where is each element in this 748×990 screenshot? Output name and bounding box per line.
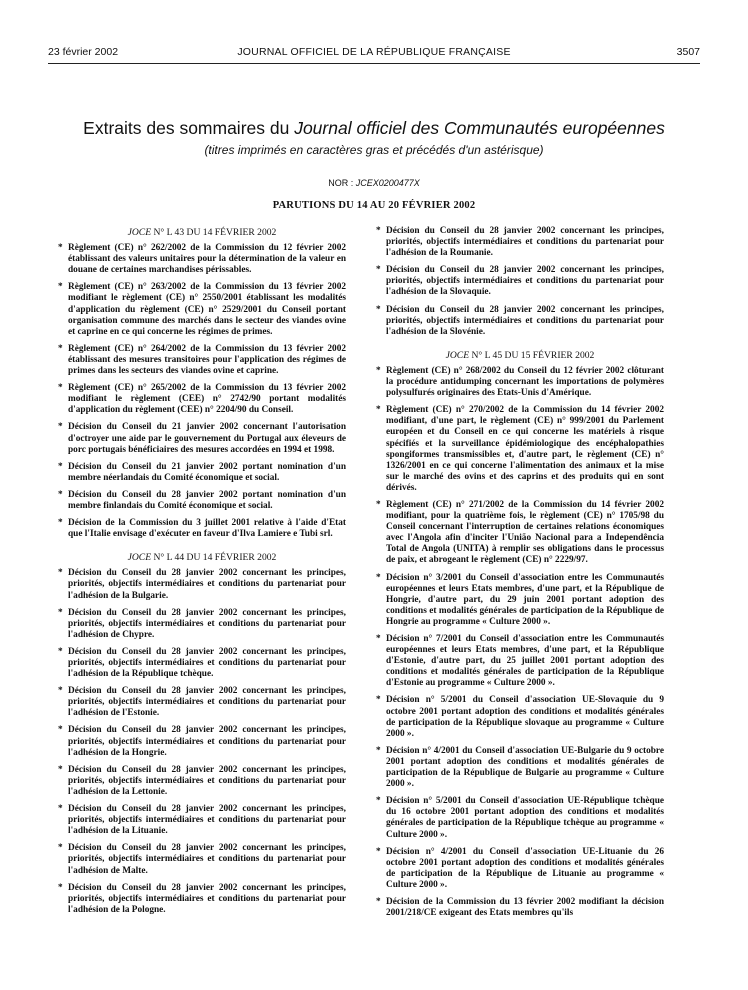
right-column xyxy=(376,226,664,925)
section-heading xyxy=(58,227,346,238)
list-item xyxy=(58,804,346,837)
entry-text: Décision du Conseil du 28 janvier 2002 concernant les principes, priorités, objectifs intermédiaires et conditions du partenariat pour l'adhésion de la Lettonie. xyxy=(68,764,346,797)
entry-text: Décision du Conseil du 28 janvier 2002 concernant les principes, priorités, objectifs intermédiaires et conditions du partenariat pour l'adhésion de la Roumanie. xyxy=(386,226,664,259)
entry-text: Décision du Conseil du 28 janvier 2002 concernant les principes, priorités, objectifs intermédiaires et conditions du partenariat pour l'adhésion de la Slovaquie. xyxy=(386,265,664,298)
section-heading-text: N° L 43 DU 14 FÉVRIER 2002 xyxy=(153,227,277,238)
list-item xyxy=(376,897,664,919)
entry-text: Décision du Conseil du 28 janvier 2002 portant nomination d'un membre finlandais du Comité économique et social. xyxy=(68,489,346,511)
list-item xyxy=(58,518,346,540)
asterisk-marker: * xyxy=(58,518,63,529)
main-title-journal: Journal officiel des Communautés européennes xyxy=(294,118,665,138)
entry-text: Décision n° 5/2001 du Conseil d'association UE-République tchèque du 16 octobre 2001 portant adoption des conditions et modalités générales de participation de la République tchèque au programme « Culture 2000 ». xyxy=(386,796,664,840)
entry-text: Décision n° 4/2001 du Conseil d'association UE-Lituanie du 26 octobre 2001 portant adoption des conditions et modalités générales de participation de la République de Lituanie au programme « Culture 2000 ». xyxy=(386,846,664,890)
asterisk-marker: * xyxy=(58,568,63,579)
asterisk-marker: * xyxy=(376,796,381,807)
entry-text: Règlement (CE) n° 264/2002 de la Commission du 13 février 2002 établissant des mesures transitoires pour l'application des régimes de primes dans les secteurs des viandes ovine et caprine. xyxy=(68,343,346,377)
entry-text: Règlement (CE) n° 265/2002 de la Commission du 13 février 2002 modifiant le règlement (CEE) n° 2742/90 portant modalités d'application du règlement (CEE) n° 2204/90 du Conseil. xyxy=(68,383,346,416)
section-heading xyxy=(58,552,346,563)
left-column xyxy=(58,226,346,922)
asterisk-marker: * xyxy=(376,745,381,756)
entry-text: Décision du Conseil du 28 janvier 2002 concernant les principes, priorités, objectifs intermédiaires et conditions du partenariat pour l'adhésion de la Slovénie. xyxy=(386,304,664,337)
asterisk-marker: * xyxy=(376,695,381,706)
entry-text: Décision du Conseil du 28 janvier 2002 concernant les principes, priorités, objectifs intermédiaires et conditions du partenariat pour l'adhésion de Malte. xyxy=(68,843,346,876)
asterisk-marker: * xyxy=(376,499,381,510)
list-item xyxy=(376,847,664,891)
list-item xyxy=(376,746,664,790)
asterisk-marker: * xyxy=(58,882,63,893)
asterisk-marker: * xyxy=(58,343,63,354)
list-item xyxy=(376,573,664,628)
main-subtitle: (titres imprimés en caractères gras et précédés d'un astérisque) xyxy=(204,143,544,157)
entry-text: Décision du Conseil du 28 janvier 2002 concernant les principes, priorités, objectifs intermédiaires et conditions du partenariat pour l'adhésion de la Pologne. xyxy=(68,882,346,915)
list-item xyxy=(58,490,346,512)
entry-text: Décision du Conseil du 28 janvier 2002 concernant les principes, priorités, objectifs intermédiaires et conditions du partenariat pour l'adhésion de l'Estonie. xyxy=(68,686,346,719)
list-item xyxy=(376,366,664,399)
asterisk-marker: * xyxy=(376,405,381,416)
list-item xyxy=(376,500,664,567)
entry-text: Décision du Conseil du 28 janvier 2002 concernant les principes, priorités, objectifs intermédiaires et conditions du partenariat pour l'adhésion de la République tchèque. xyxy=(68,646,346,680)
main-title-prefix: Extraits des sommaires du xyxy=(83,118,295,138)
header-journal-title: JOURNAL OFFICIEL DE LA RÉPUBLIQUE FRANÇAISE xyxy=(237,46,511,58)
entry-text: Décision de la Commission du 13 février 2002 modifiant la décision 2001/218/CE exigeant des Etats membres qu'ils xyxy=(386,896,664,919)
asterisk-marker: * xyxy=(58,243,63,254)
asterisk-marker: * xyxy=(58,607,63,618)
nor-reference xyxy=(0,178,748,188)
entry-text: Décision de la Commission du 3 juillet 2001 relative à l'aide d'Etat que l'Italie envisage d'exécuter en faveur d'Ilva Lamiere e Tubi srl. xyxy=(68,518,346,540)
list-item xyxy=(376,405,664,494)
list-item xyxy=(58,883,346,916)
list-item xyxy=(58,686,346,719)
entry-text: Décision du Conseil du 21 janvier 2002 portant nomination d'un membre néerlandais du Comité économique et social. xyxy=(68,461,346,483)
asterisk-marker: * xyxy=(58,282,63,293)
list-item xyxy=(376,305,664,338)
parutions-heading: PARUTIONS DU 14 AU 20 FÉVRIER 2002 xyxy=(272,200,476,211)
entry-text: Décision du Conseil du 28 janvier 2002 concernant les principes, priorités, objectifs intermédiaires et conditions du partenariat pour l'adhésion de Chypre. xyxy=(68,607,346,640)
section-heading-joce: JOCE xyxy=(445,349,470,361)
list-item xyxy=(58,608,346,641)
list-item xyxy=(58,647,346,680)
list-item xyxy=(58,282,346,337)
header-page-number: 3507 xyxy=(676,46,700,58)
section-heading-text: N° L 44 DU 14 FÉVRIER 2002 xyxy=(153,552,277,564)
list-item xyxy=(58,725,346,758)
entry-text: Décision n° 7/2001 du Conseil d'association entre les Communautés européennes et leurs Etats membres, d'une part, et la République d'Estonie, d'autre part, du 25 juillet 2001 portant adoption des conditions et modalités générales de participation de la République d'Estonie au programme « Culture 2000 ». xyxy=(386,634,664,689)
asterisk-marker: * xyxy=(58,764,63,775)
header-rule xyxy=(48,63,700,64)
list-item xyxy=(376,265,664,298)
entry-text: Décision n° 5/2001 du Conseil d'association UE-Slovaquie du 9 octobre 2001 portant adoption des conditions et modalités générales de participation de la République slovaque au programme « Culture 2000 ». xyxy=(386,695,664,739)
list-item xyxy=(58,462,346,484)
asterisk-marker: * xyxy=(376,265,381,276)
asterisk-marker: * xyxy=(58,422,63,433)
entry-text: Règlement (CE) n° 270/2002 de la Commission du 14 février 2002 modifiant, d'une part, le règlement (CE) n° 999/2001 du Parlement européen et du Conseil en ce qui concerne les matériels à risque spécifiés et la surveillance épidémiologique des encéphalopathies spongiformes transmissibles et, d'autre part, le règlement (CE) n° 1326/2001 en ce qui concerne l'alimentation des animaux et la mise sur le marché des ovins et des caprins et des produits qui en sont dérivés. xyxy=(386,405,664,493)
asterisk-marker: * xyxy=(376,304,381,315)
asterisk-marker: * xyxy=(376,572,381,583)
entry-text: Règlement (CE) n° 271/2002 de la Commission du 14 février 2002 modifiant, pour la quatrième fois, le règlement (CE) n° 1705/98 du Conseil concernant l'interruption de certaines relations économiques avec l'Angola afin d'inciter l'União Nacional para a Independência Total de Angola (UNITA) à remplir ses obligations dans le processus de paix, et abrogeant le règlement (CE) n° 2229/97. xyxy=(386,499,664,566)
entry-text: Décision n° 4/2001 du Conseil d'association UE-Bulgarie du 9 octobre 2001 portant adoption des conditions et modalités générales de participation de la République de Bulgarie au programme « Culture 2000 ». xyxy=(386,745,664,790)
nor-value: JCEX0200477X xyxy=(355,178,420,188)
main-title xyxy=(30,118,718,139)
list-item xyxy=(58,243,346,276)
entry-text: Décision du Conseil du 28 janvier 2002 concernant les principes, priorités, objectifs intermédiaires et conditions du partenariat pour l'adhésion de la Bulgarie. xyxy=(68,568,346,601)
entry-text: Décision n° 3/2001 du Conseil d'association entre les Communautés européennes et leurs Etats membres, d'une part, et la République de Hongrie, d'autre part, du 29 juin 2001 portant adoption des conditions et modalités générales de participation de la République de Hongrie au programme « Culture 2000 ». xyxy=(386,572,664,627)
list-item xyxy=(58,422,346,455)
asterisk-marker: * xyxy=(376,634,381,644)
list-item xyxy=(58,344,346,377)
asterisk-marker: * xyxy=(58,686,63,697)
section-heading-text: N° L 45 DU 15 FÉVRIER 2002 xyxy=(471,349,595,361)
list-item xyxy=(376,796,664,840)
entry-text: Règlement (CE) n° 263/2002 de la Commission du 13 février 2002 modifiant le règlement (CE) n° 2550/2001 établissant les modalités d'application du règlement (CE) n° 2529/2001 du Conseil portant organisation commune des marchés dans le secteur des viandes ovine et caprine en ce qui concerne les régimes de primes. xyxy=(68,282,346,337)
list-item xyxy=(376,695,664,739)
asterisk-marker: * xyxy=(376,846,381,857)
entry-text: Règlement (CE) n° 268/2002 du Conseil du 12 février 2002 clôturant la procédure antidumping concernant les importations de polymères polysulfurés originaires des Etats-Unis d'Amérique. xyxy=(386,365,664,399)
asterisk-marker: * xyxy=(58,646,63,657)
list-item xyxy=(376,634,664,689)
list-item xyxy=(58,843,346,876)
asterisk-marker: * xyxy=(58,383,63,394)
entry-text: Décision du Conseil du 28 janvier 2002 concernant les principes, priorités, objectifs intermédiaires et conditions du partenariat pour l'adhésion de la Hongrie. xyxy=(68,725,346,758)
asterisk-marker: * xyxy=(58,461,63,472)
asterisk-marker: * xyxy=(376,365,381,376)
asterisk-marker: * xyxy=(58,489,63,500)
asterisk-marker: * xyxy=(376,896,381,907)
section-heading-joce: JOCE xyxy=(127,227,152,238)
list-item xyxy=(376,226,664,259)
page-header xyxy=(48,46,700,64)
section-heading xyxy=(376,350,664,361)
header-date: 23 février 2002 xyxy=(48,46,119,58)
list-item xyxy=(58,568,346,601)
list-item xyxy=(58,765,346,798)
entry-text: Décision du Conseil du 21 janvier 2002 concernant l'autorisation d'octroyer une aide par le gouvernement du Portugal aux éleveurs de porc portugais bénéficiaires des mesures accordées en 1994 et 1998. xyxy=(68,422,346,455)
asterisk-marker: * xyxy=(58,725,63,736)
list-item xyxy=(58,383,346,416)
asterisk-marker: * xyxy=(58,804,63,815)
asterisk-marker: * xyxy=(376,226,381,236)
asterisk-marker: * xyxy=(58,843,63,854)
entry-text: Décision du Conseil du 28 janvier 2002 concernant les principes, priorités, objectifs intermédiaires et conditions du partenariat pour l'adhésion de la Lituanie. xyxy=(68,804,346,837)
entry-text: Règlement (CE) n° 262/2002 de la Commission du 12 février 2002 établissant des valeurs unitaires pour la détermination de la valeur en douane de certaines marchandises périssables. xyxy=(68,243,346,276)
nor-label: NOR : xyxy=(328,178,354,188)
section-heading-joce: JOCE xyxy=(127,552,152,564)
